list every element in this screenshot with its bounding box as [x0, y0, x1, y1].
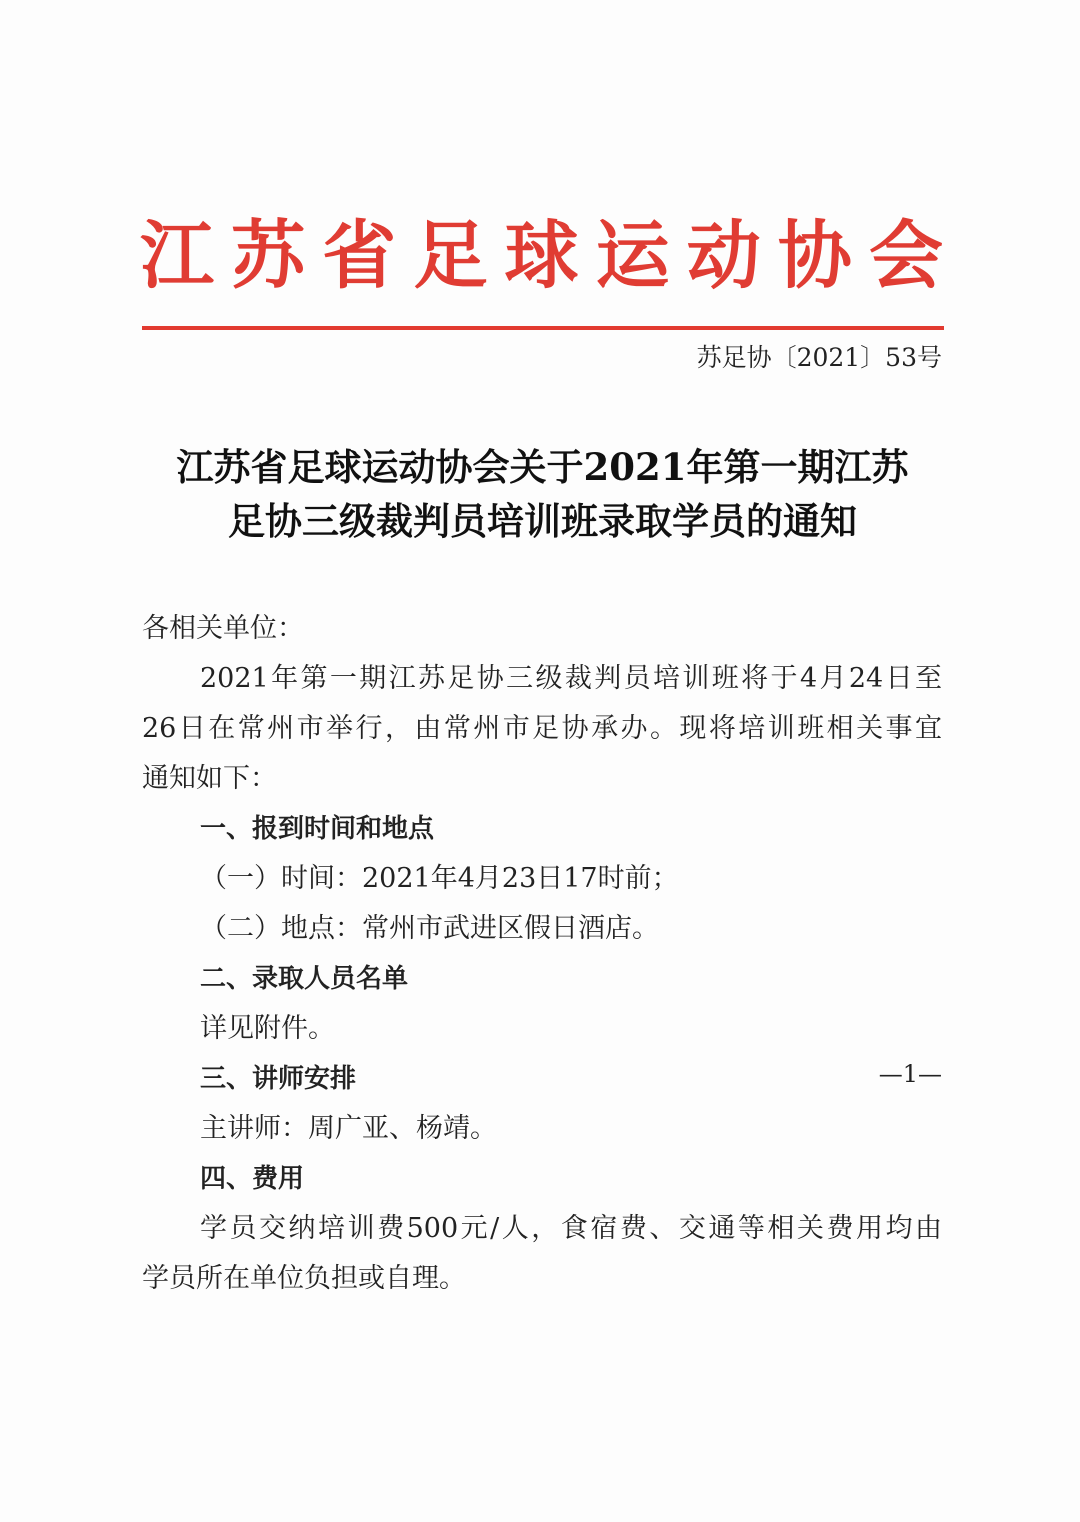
section-heading-4: 四、费用: [200, 1164, 305, 1194]
intro-line-2: 26日在常州市举行，由常州市足协承办。现将培训班相关事宜: [142, 713, 942, 744]
section-4-text: 学员交纳培训费500元/人，食宿费、交通等相关费用均由: [200, 1213, 942, 1244]
red-divider-line: [142, 326, 944, 330]
section-4-continuation: 学员所在单位负担或自理。: [142, 1263, 466, 1294]
section-2-text: 详见附件。: [200, 1013, 335, 1044]
title-line-1: 江苏省足球运动协会关于2021年第一期江苏: [176, 445, 909, 489]
section-heading-2: 二、录取人员名单: [200, 964, 409, 994]
section-3-text: 主讲师：周广亚、杨靖。: [200, 1113, 497, 1144]
section-heading-1: 一、报到时间和地点: [200, 814, 435, 844]
document-number: 苏足协〔2021〕53号: [696, 343, 942, 372]
section-1-location: （二）地点：常州市武进区假日酒店。: [200, 913, 659, 944]
section-1-time: （一）时间：2021年4月23日17时前；: [200, 863, 679, 894]
document-body: [142, 604, 942, 1304]
intro-line-3: 通知如下：: [142, 763, 277, 794]
document-title: [140, 440, 945, 548]
intro-line-1: 2021年第一期江苏足协三级裁判员培训班将于4月24日至: [200, 663, 942, 694]
page-number: —1—: [878, 1060, 942, 1088]
salutation: 各相关单位：: [142, 613, 304, 644]
title-line-2: 足协三级裁判员培训班录取学员的通知: [228, 499, 857, 543]
organization-letterhead: 江苏省足球运动协会: [140, 213, 945, 299]
section-heading-3: 三、讲师安排: [200, 1064, 357, 1094]
